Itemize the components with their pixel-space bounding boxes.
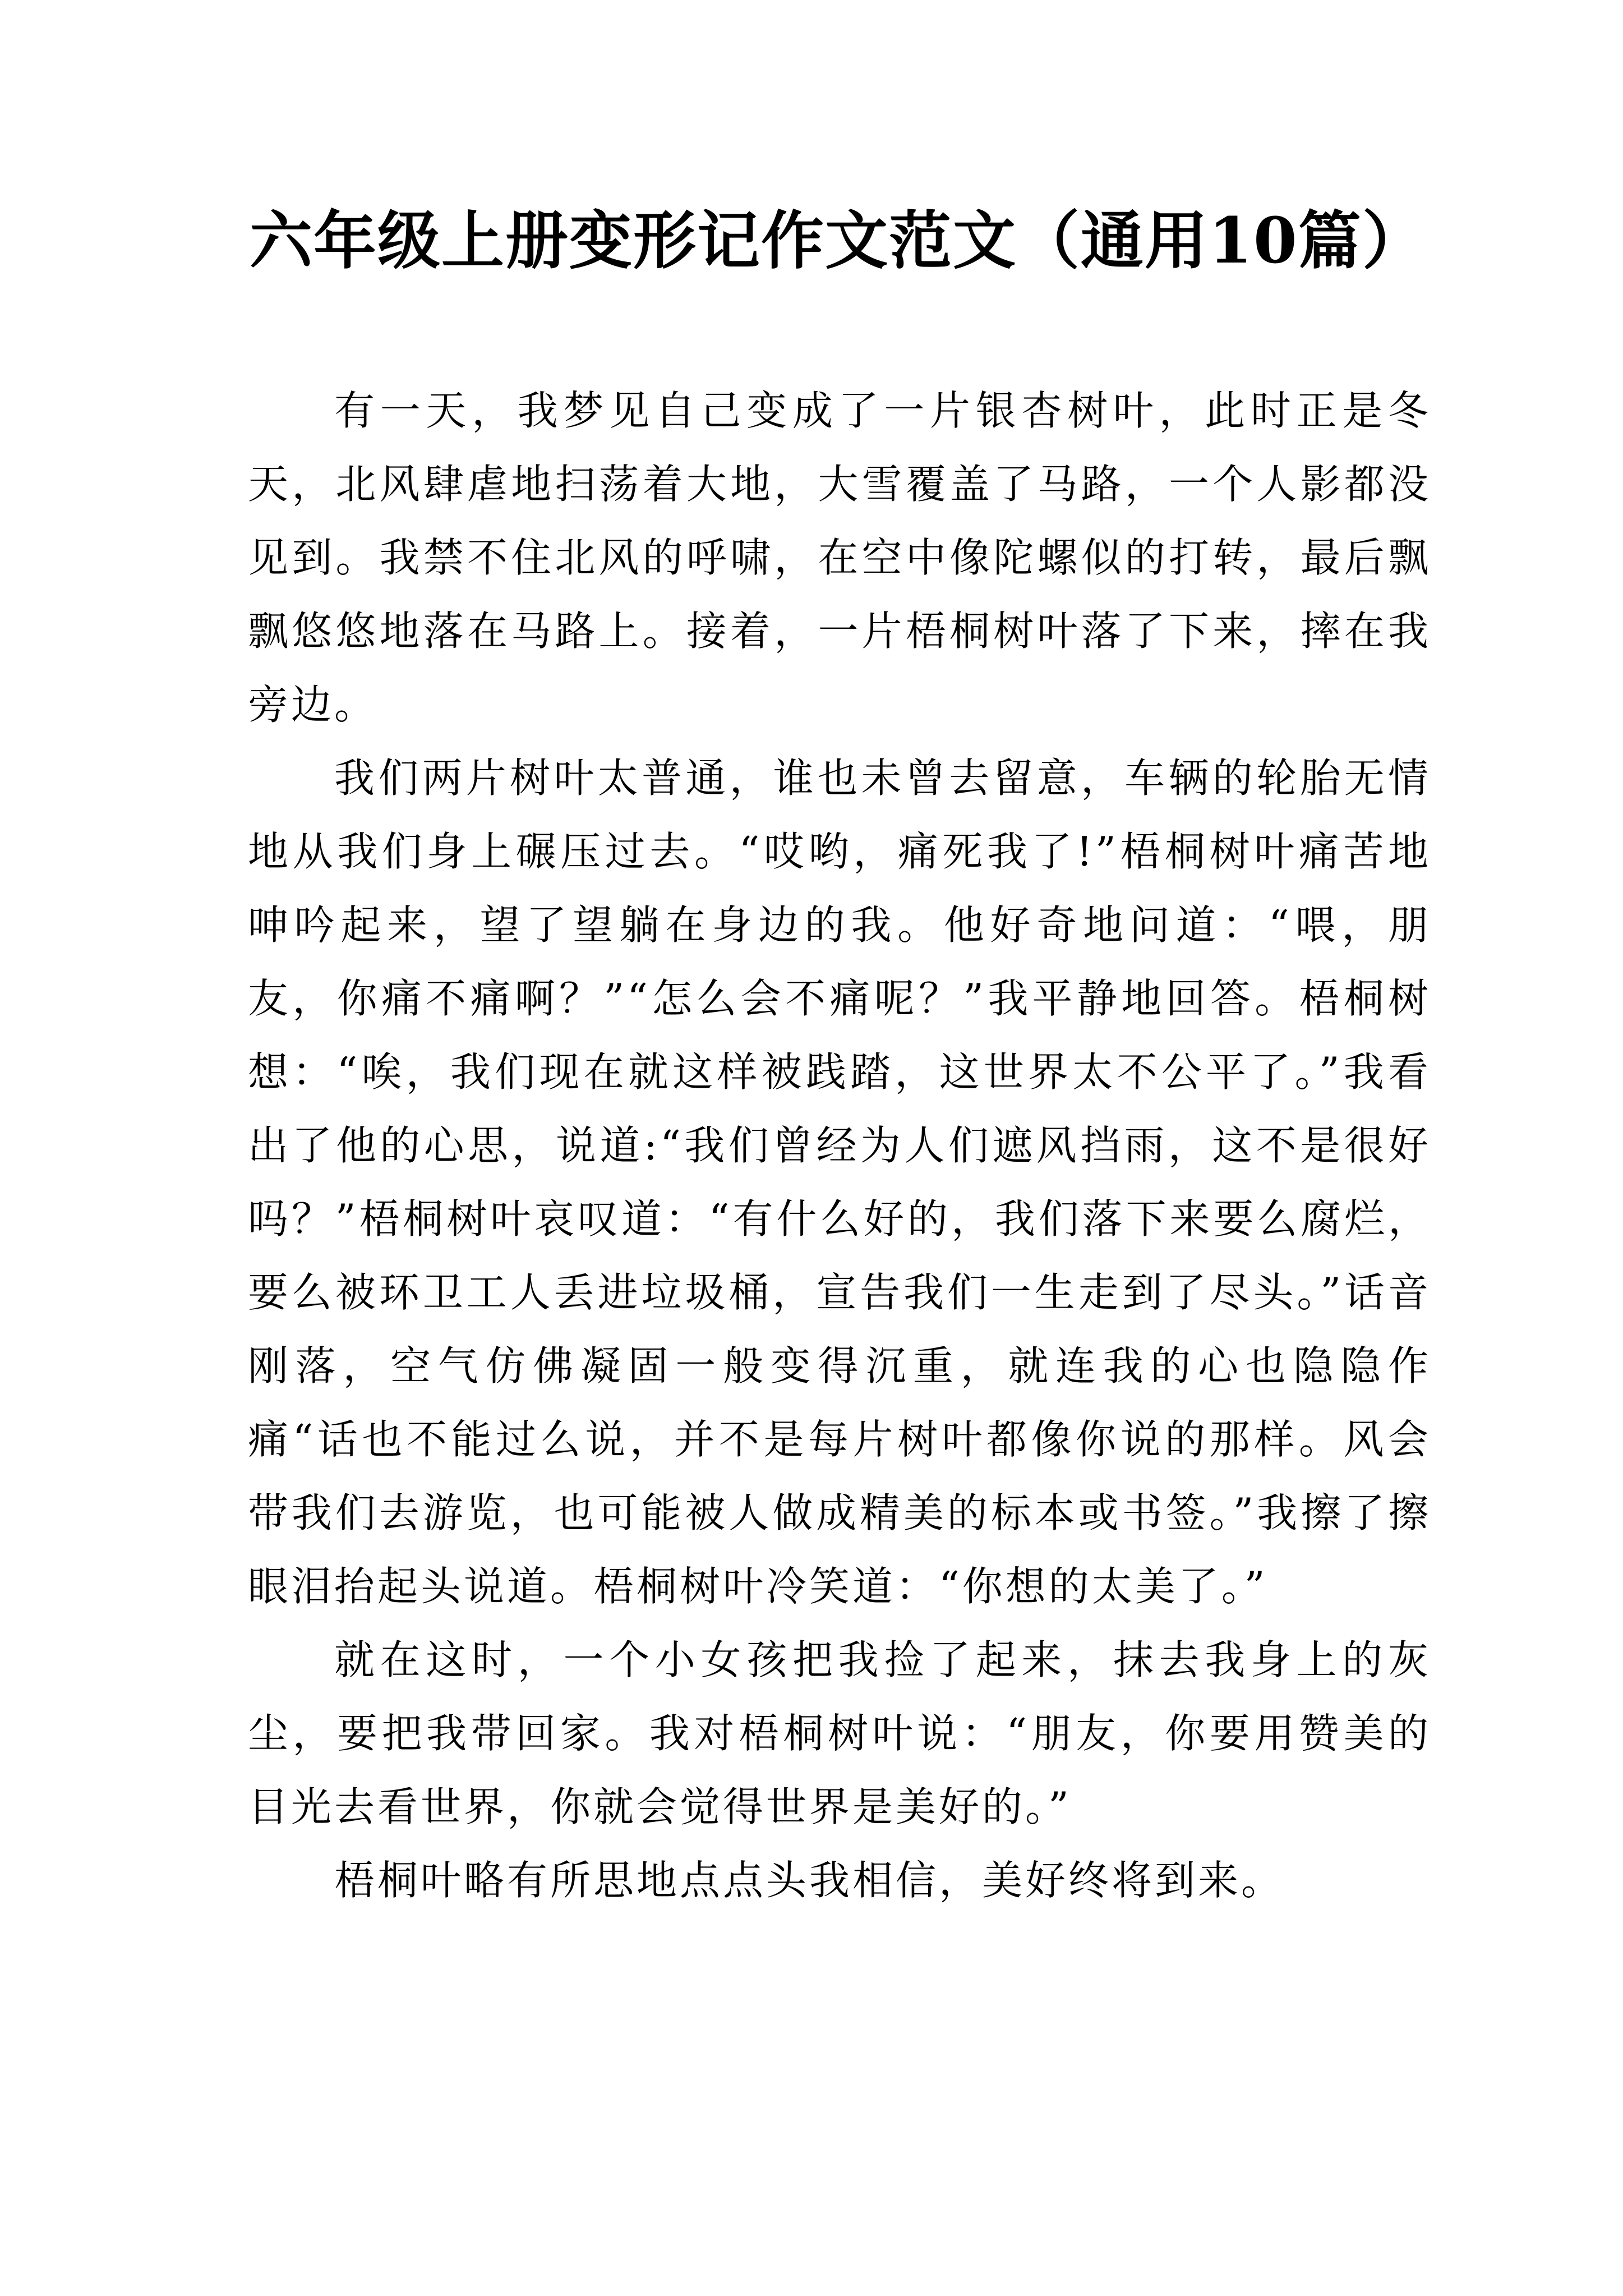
document-title: 六年级上册变形记作文范文（通用10篇） (250, 204, 1426, 278)
paragraph-4: 梧桐叶略有所思地点点头我相信，美好终将到来。 (334, 1857, 1285, 1904)
document-body (248, 374, 1431, 1917)
paragraph-2: 我们两片树叶太普通，谁也未曾去留意，车辆的轮胎无情地从我们身上碾压过去。“哎哟，痛死我了!”梧桐树叶痛苦地呻吟起来，望了望躺在身边的我。他好奇地问道：“喂，朋友，你痛不痛啊？”“怎么会不痛呢？”我平静地回答。梧桐树想：“唉，我们现在就这样被践踏，这世界太不公平了。”我看出了他的心思，说道:“我们曾经为人们遮风挡雨，这不是很好吗？”梧桐树叶哀叹道：“有什么好的，我们落下来要么腐烂，要么被环卫工人丢进垃圾桶，宣告我们一生走到了尽头。”话音刚落，空气仿佛凝固一般变得沉重，就连我的心也隐隐作痛“话也不能过么说，并不是每片树叶都像你说的那样。风会带我们去游览，也可能被人做成精美的标本或书签。”我擦了擦眼泪抬起头说道。梧桐树叶冷笑道：“你想的太美了。” (248, 754, 1431, 1610)
paragraph-1: 有一天，我梦见自己变成了一片银杏树叶，此时正是冬天，北风肆虐地扫荡着大地，大雪覆盖了马路，一个人影都没见到。我禁不住北风的呼啸，在空中像陀螺似的打转，最后飘飘悠悠地落在马路上。接着，一片梧桐树叶落了下来，摔在我旁边。 (248, 387, 1431, 728)
paragraph-3: 就在这时，一个小女孩把我捡了起来，抹去我身上的灰尘，要把我带回家。我对梧桐树叶说：“朋友，你要用赞美的目光去看世界，你就会觉得世界是美好的。” (248, 1636, 1431, 1830)
